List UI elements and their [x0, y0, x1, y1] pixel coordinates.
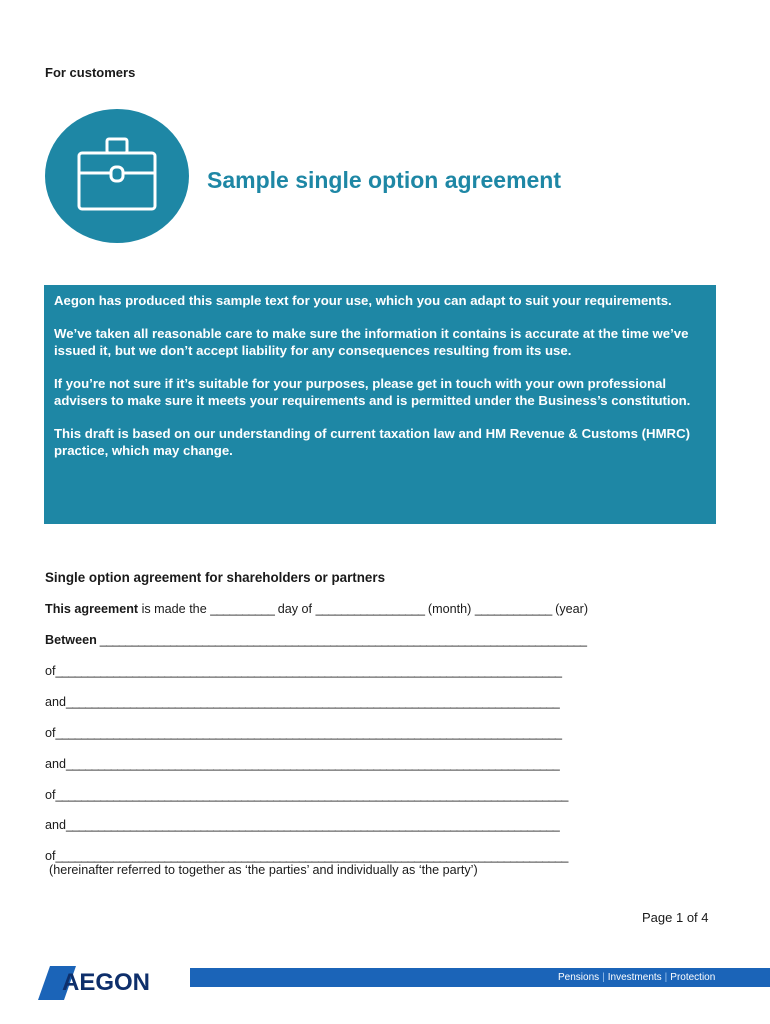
- party-field[interactable]: _______________________________________________________________________________: [55, 726, 562, 740]
- month-label: (month): [424, 602, 475, 616]
- party-line: [45, 818, 559, 832]
- page-number: Page 1 of 4: [642, 910, 709, 925]
- year-label: (year): [551, 602, 589, 616]
- disclaimer-paragraph: Aegon has produced this sample text for your use, which you can adapt to suit your requirements.: [54, 293, 672, 308]
- svg-text:AEGON: AEGON: [62, 969, 151, 996]
- party-line-label: and: [45, 818, 67, 832]
- page-title: Sample single option agreement: [207, 167, 562, 193]
- section-heading: Single option agreement for shareholders or partners: [45, 570, 386, 585]
- party-line: [45, 726, 561, 740]
- day-of-text: day of: [274, 602, 316, 616]
- party-line: [45, 849, 568, 863]
- party-field[interactable]: _______________________________________________________________________________: [55, 664, 562, 678]
- disclaimer-paragraph: This draft is based on our understanding of current taxation law and HM Revenue & Customs (HMRC) practice, which may change.: [54, 426, 690, 458]
- aegon-logo: [36, 962, 156, 1007]
- party-field[interactable]: ________________________________________________________________________________: [55, 788, 568, 802]
- day-field[interactable]: __________: [210, 602, 275, 616]
- agreement-label: This agreement: [45, 602, 139, 616]
- party-line-label: of: [45, 726, 56, 740]
- tagline-investments: Investments: [607, 972, 662, 983]
- made-text: is made the: [138, 602, 211, 616]
- party-line-label: of: [45, 664, 56, 678]
- tagline-pensions: Pensions: [558, 972, 600, 983]
- party-field[interactable]: _____________________________________________________________________________: [66, 757, 560, 771]
- party-line-label: and: [45, 695, 67, 709]
- month-field[interactable]: _________________: [315, 602, 425, 616]
- agreement-date-line: [45, 602, 588, 616]
- party-line: [45, 757, 559, 771]
- party-line-label: of: [45, 849, 56, 863]
- disclaimer-paragraph: We’ve taken all reasonable care to make sure the information it contains is accurate at the time we’ve issued it, but we don’t accept liability for any consequences resulting from its use.: [54, 326, 689, 358]
- party-line: [45, 788, 568, 802]
- party-line: [45, 695, 559, 709]
- disclaimer-paragraph: If you’re not sure if it’s suitable for your purposes, please get in touch with your own professional advisers to make sure it meets your requirements and is permitted under the Business’s constitution.: [54, 376, 691, 408]
- between-field[interactable]: ____________________________________________________________________________: [96, 633, 587, 647]
- between-label: Between: [45, 633, 97, 647]
- party-field[interactable]: ________________________________________________________________________________: [55, 849, 568, 863]
- footer-bar: Pensions | Investments | Protection: [190, 968, 770, 987]
- tagline-protection: Protection: [670, 972, 716, 983]
- party-field[interactable]: _____________________________________________________________________________: [66, 818, 560, 832]
- disclaimer-box: [44, 285, 716, 524]
- between-line: [45, 633, 586, 647]
- party-line: [45, 664, 561, 678]
- hereinafter-note: (hereinafter referred to together as ‘the parties’ and individually as ‘the party’): [49, 863, 478, 877]
- year-field[interactable]: ____________: [474, 602, 552, 616]
- party-field[interactable]: _____________________________________________________________________________: [66, 695, 560, 709]
- party-line-label: and: [45, 757, 67, 771]
- briefcase-icon: [45, 109, 189, 243]
- party-line-label: of: [45, 788, 56, 802]
- audience-label: For customers: [45, 65, 136, 80]
